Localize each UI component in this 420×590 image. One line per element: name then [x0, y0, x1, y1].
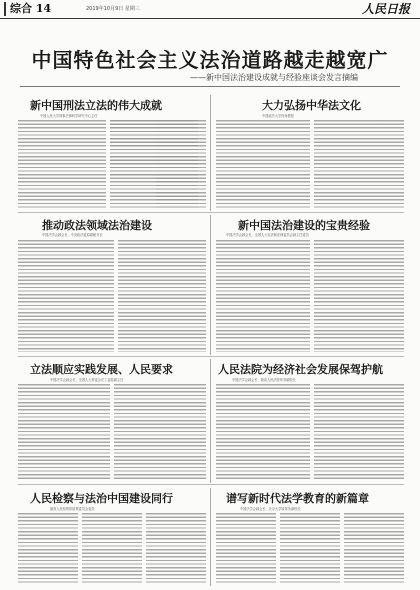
article-text	[118, 240, 206, 352]
banner-divider	[20, 86, 400, 87]
article-title: 人民检察与法治中国建设同行	[30, 492, 173, 505]
main-subheadline: ——新中国法治建设成就与经验座谈会发言摘编	[190, 73, 358, 82]
article-title: 人民法院为经济社会发展保驾护航	[218, 363, 383, 376]
article-byline: 中国法学会副会长、最高人民法院常务副院长	[232, 378, 296, 382]
article-text	[314, 120, 404, 208]
article-text	[156, 120, 206, 208]
article-text	[18, 384, 110, 480]
article-byline: 中国人民大学刑事法律科学研究中心主任	[40, 114, 98, 118]
article-text	[82, 513, 142, 583]
article-text	[146, 513, 206, 583]
column-divider	[210, 95, 211, 211]
article-text	[18, 240, 114, 352]
article-title: 新中国法治建设的宝贵经验	[238, 219, 370, 232]
issue-date: 2019年10月9日 星期三	[86, 6, 140, 12]
section-label: 综合 14	[4, 2, 55, 16]
article-byline: 中国法学会副会长、北京大学原常务副校长	[240, 507, 301, 511]
article-text	[216, 240, 310, 352]
article-byline: 中国法学会副会长、全国人大宪法和法律委员会副主任委员	[226, 233, 309, 237]
article-title: 推动政法领域法治建设	[42, 219, 152, 232]
article-text	[216, 384, 310, 480]
row-divider	[18, 356, 404, 357]
article-byline: 最高人民检察院检察委员会委员	[50, 507, 95, 511]
row-divider	[18, 212, 404, 213]
article-text	[314, 240, 404, 352]
column-divider	[210, 359, 211, 483]
article-title: 立法顺应实践发展、人民要求	[30, 363, 173, 376]
article-text	[344, 513, 404, 583]
article-title: 谱写新时代法学教育的新篇章	[226, 492, 369, 505]
article-text	[216, 513, 276, 583]
article-text	[18, 513, 78, 583]
masthead-logo: 人民日报	[361, 2, 410, 16]
page-header	[0, 0, 420, 19]
article-byline: 中国政法大学终身教授	[262, 114, 294, 118]
column-divider	[210, 215, 211, 355]
article-text	[216, 120, 310, 208]
article-title: 大力弘扬中华法文化	[262, 99, 361, 112]
article-text	[280, 513, 340, 583]
article-byline: 中国法学会副会长、中央政法委原副秘书长	[42, 233, 103, 237]
column-divider	[210, 488, 211, 586]
article-text	[314, 384, 404, 480]
article-title: 新中国刑法立法的伟大成就	[30, 99, 162, 112]
main-headline: 中国特色社会主义法治道路越走越宽广	[31, 48, 389, 72]
article-byline: 中国法学会副会长、全国人大常委会法工委原副主任	[50, 378, 124, 382]
article-text	[18, 120, 106, 208]
article-text	[114, 384, 206, 480]
row-divider	[18, 484, 404, 485]
